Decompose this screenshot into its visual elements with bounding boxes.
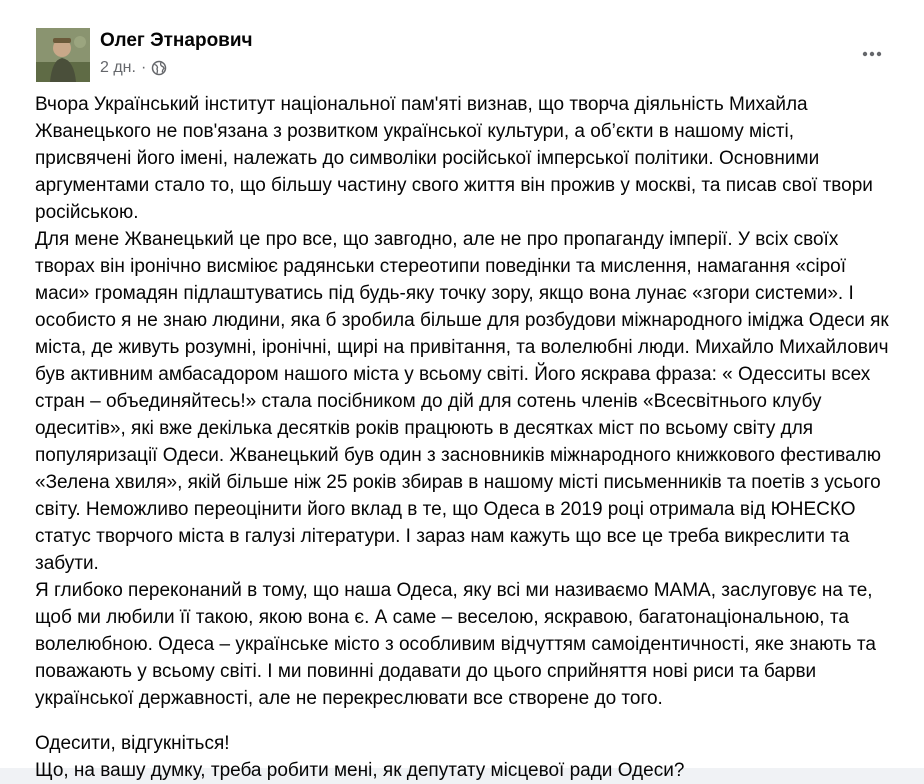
post-header xyxy=(36,28,904,84)
author-avatar[interactable] xyxy=(36,28,90,82)
post-paragraph: Я глибоко переконаний в тому, що наша Одеса, яку всі ми називаємо МАМА, заслуговує на те, щоб ми любили її такою, якою вона є. А саме – веселою, яскравою, багатонаціональною, та волелюбною. Одеса – українське місто з особливим відчуттям самоідентичності, яке знають та поважають у всьому світі. І ми повинні додавати до цього сприйняття нові риси та барви української державності, але не перекреслювати все створене до того. xyxy=(35,580,876,709)
author-name[interactable]: Олег Этнарович xyxy=(100,30,253,51)
more-options-icon[interactable] xyxy=(854,36,890,72)
post-body xyxy=(35,91,895,784)
post-paragraph: Вчора Український інститут національної пам'яті визнав, що творча діяльність Михайла Жванецького не пов'язана з розвитком української культури, а об’єкти в нашому місті, присвячені його імені, належать до символіки російської імперської політики. Основними аргументами стало то, що більшу частину свого життя він прожив у москві, та писав свої твори російською. xyxy=(35,94,873,223)
post-timestamp[interactable]: 2 дн. xyxy=(100,59,136,76)
globe-icon[interactable] xyxy=(151,60,167,76)
avatar-photo xyxy=(36,28,90,82)
meta-separator: · xyxy=(140,59,147,76)
post-paragraph: Для мене Жванецький це про все, що завгодно, але не про пропаганду імперії. У всіх своїх творах він іронічно висміює радянськи стереотипи поведінки та мислення, намагання «сірої маси» громадян підлаштуватись під будь-яку точку зору, якщо вона лунає «згори системи». І особисто я не знаю людини, яка б зробила більше для розбудови міжнародного іміджа Одеси як міста, де живуть розумні, іронічні, щирі на привітання, та волелюбні люди. Михайло Михайлович був активним амбасадором нашого міста у всьому світі. Його яскрава фраза: « Одесситы всех стран – объединяйтесь!» стала посібником до дій для сотень членів «Всесвітнього клубу одеситів», які вже декілька десятків років працюють в десятках міст по всьому світу для популяризації Одеси. Жванецький був один з засновників міжнародного книжкового фестивалю «Зелена хвиля», якій більше ніж 25 років збирав в нашому місті письменників та поетів з усього світу. Неможливо переоцінити його вклад в те, що Одеса в 2019 році отримала від ЮНЕСКО статус творчого міста в галузі літератури. І зараз нам кажуть що все це треба викреслити та забути. xyxy=(35,229,889,574)
post-meta xyxy=(100,59,167,77)
post-paragraph: Одесити, відгукніться! xyxy=(35,733,230,754)
post-paragraph: Що, на вашу думку, треба робити мені, як депутату місцевої ради Одеси? xyxy=(35,760,685,781)
